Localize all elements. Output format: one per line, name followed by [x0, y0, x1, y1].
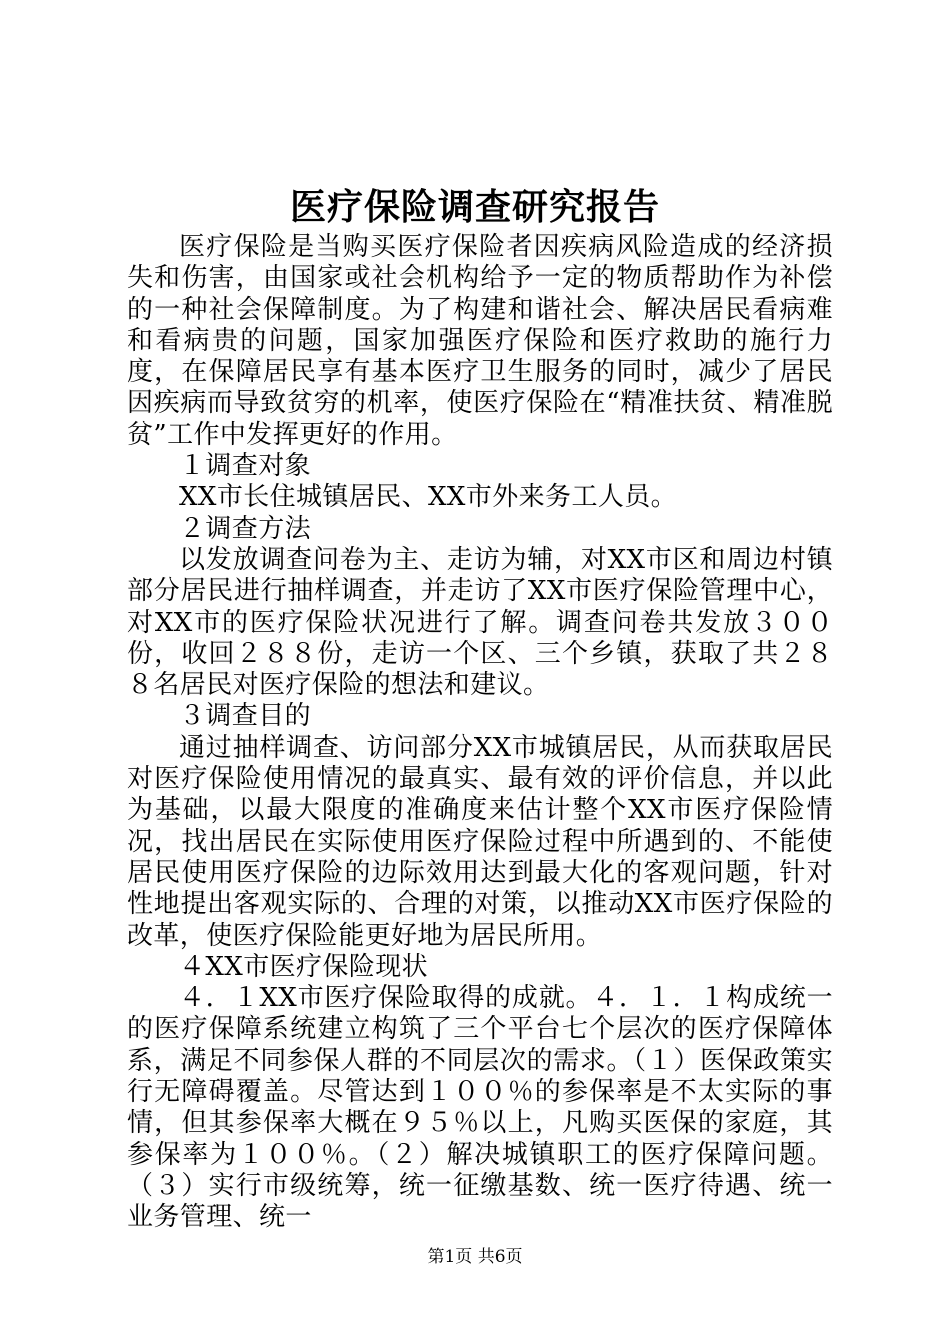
document-title: 医疗保险调查研究报告 — [289, 187, 660, 228]
section-heading-status: ４XX市医疗保险现状 — [179, 951, 429, 982]
page-number-footer: 第1页 共6页 — [427, 1247, 523, 1267]
method-paragraph: 以发放调查问卷为主、走访为辅，对XX市区和周边村镇部分居民进行抽样调查，并走访了XX市医疗保险管理中心，对XX市的医疗保险状况进行了解。调查问卷共发放３００份，收回２８８份，走访一个区、三个乡镇，获取了共２８８名居民对医疗保险的想法和建议。 — [127, 544, 833, 701]
status-paragraph: ４．１XX市医疗保险取得的成就。４．１．１构成统一的医疗保障系统建立构筑了三个平台七个层次的医疗保障体系，满足不同参保人群的不同层次的需求。（１）医保政策实行无障碍覆盖。尽管达到１００％的参保率是不太实际的事情，但其参保率大概在９５％以上，凡购买医保的家庭，其参保率为１００％。（２）解决城镇职工的医疗保障问题。（３）实行市级统筹，统一征缴基数、统一医疗待遇、统一业务管理、统一 — [127, 983, 833, 1233]
subjects-paragraph: XX市长住城镇居民、XX市外来务工人员。 — [179, 482, 678, 513]
document-body — [127, 232, 833, 1234]
purpose-paragraph: 通过抽样调查、访问部分XX市城镇居民，从而获取居民对医疗保险使用情况的最真实、最有效的评价信息，并以此为基础，以最大限度的准确度来估计整个XX市医疗保险情况，找出居民在实际使用医疗保险过程中所遇到的、不能使居民使用医疗保险的边际效用达到最大化的客观问题，针对性地提出客观实际的、合理的对策，以推动XX市医疗保险的改革，使医疗保险能更好地为居民所用。 — [127, 732, 833, 951]
section-heading-subjects: １调查对象 — [179, 451, 312, 482]
section-heading-purpose: ３调查目的 — [179, 701, 312, 732]
section-heading-method: ２调查方法 — [179, 513, 312, 544]
intro-paragraph: 医疗保险是当购买医疗保险者因疾病风险造成的经济损失和伤害，由国家或社会机构给予一定的物质帮助作为补偿的一种社会保障制度。为了构建和谐社会、解决居民看病难和看病贵的问题，国家加强医疗保险和医疗救助的施行力度，在保障居民享有基本医疗卫生服务的同时，减少了居民因疾病而导致贫穷的机率，使医疗保险在“精准扶贫、精准脱贫”工作中发挥更好的作用。 — [127, 232, 833, 450]
